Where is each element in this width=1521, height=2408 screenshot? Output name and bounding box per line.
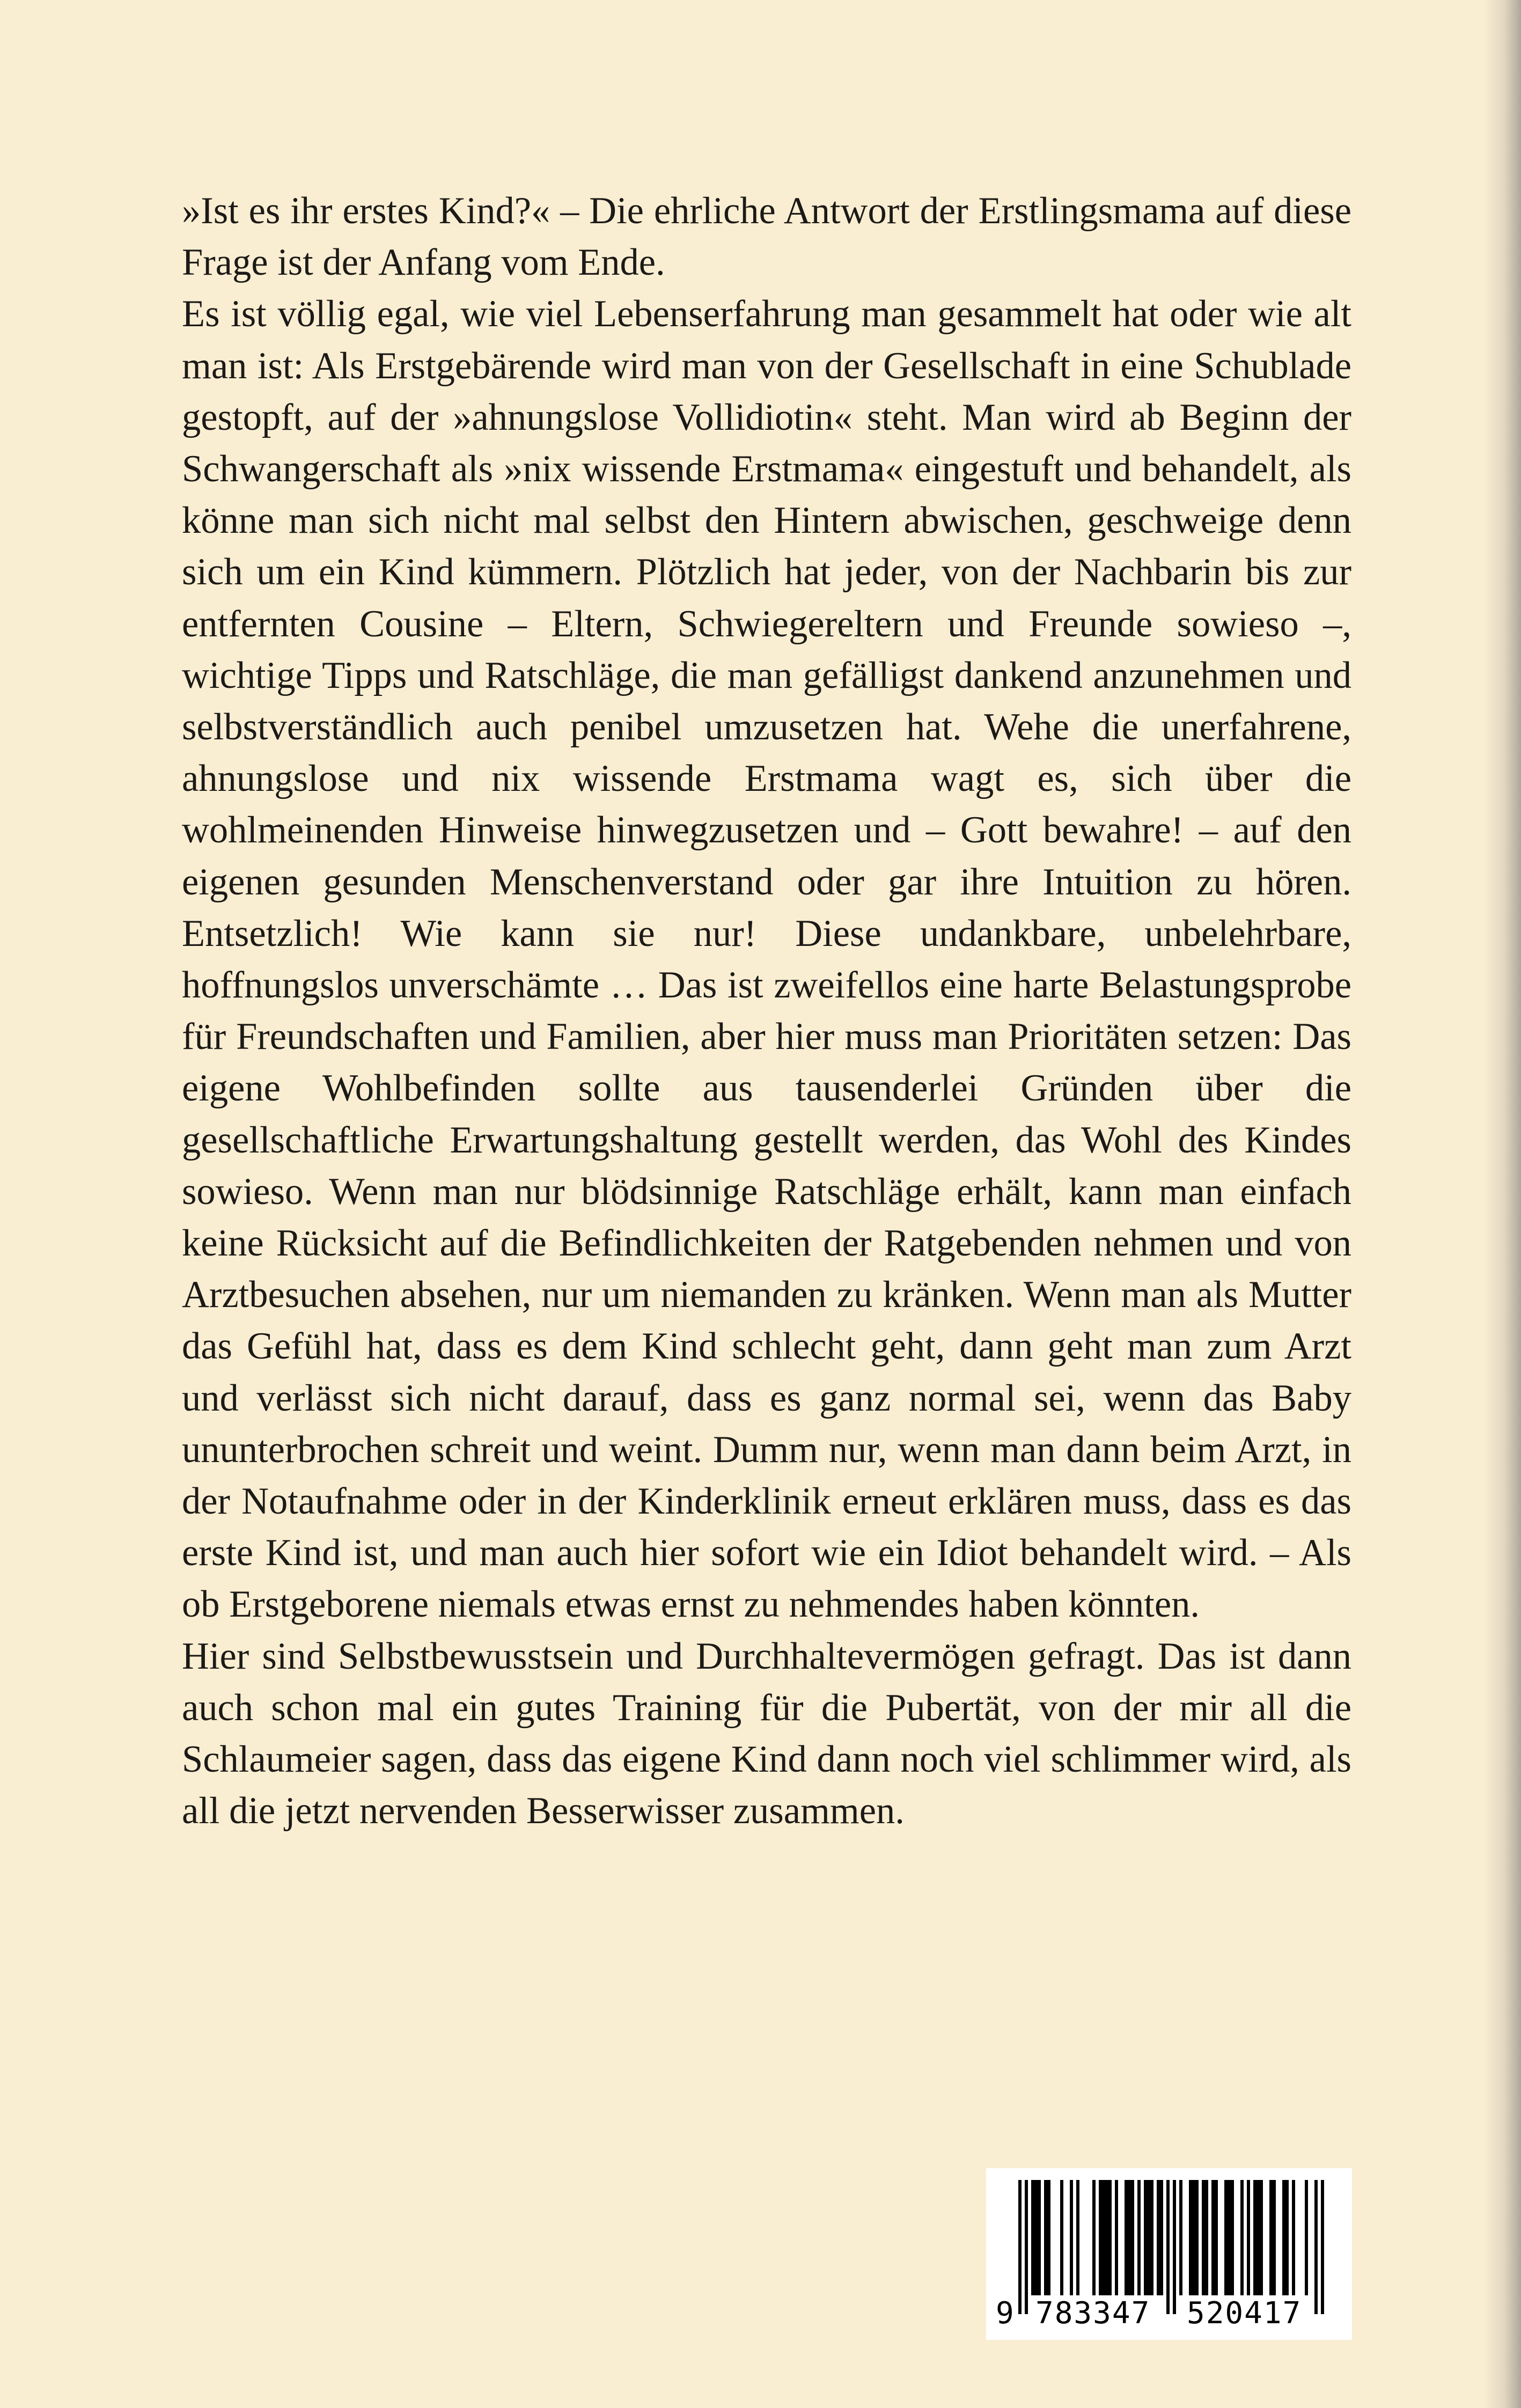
barcode-bar: [1211, 2180, 1215, 2295]
barcode-bar: [1179, 2180, 1182, 2295]
barcode-bar: [1076, 2180, 1079, 2295]
barcode-bar: [1125, 2180, 1128, 2295]
barcode-bar: [1273, 2180, 1276, 2295]
barcode-bar: [1147, 2180, 1150, 2295]
barcode-bar: [1292, 2180, 1295, 2295]
barcode-bar: [1044, 2180, 1047, 2295]
barcode-bar: [1102, 2180, 1105, 2295]
barcode-bar: [1228, 2180, 1231, 2295]
barcode-bar: [1231, 2180, 1234, 2295]
barcode-bar: [1018, 2180, 1022, 2314]
barcode-bar: [1038, 2180, 1041, 2295]
barcode-bar: [1128, 2180, 1131, 2295]
barcode-bar: [1282, 2180, 1285, 2295]
barcode-bar: [1240, 2180, 1244, 2295]
barcode-bar: [1321, 2180, 1324, 2314]
barcode-bar: [1224, 2180, 1228, 2295]
barcode-bar: [1137, 2180, 1141, 2295]
barcode-bar: [1060, 2180, 1063, 2295]
blurb-paragraph-1: »Ist es ihr erstes Kind?« – Die ehrliche Antwort der Erstlingsmama auf diese Frage ist der Anfang vom Ende.: [182, 190, 1351, 284]
blurb-paragraph-2: Es ist völlig egal, wie viel Lebenserfahrung man gesammelt hat oder wie alt man ist: Als Erstgebärende wird man von der Gesellschaft in eine Schublade gestopft, auf der »ahnungslose Vollidiotin« steht. Man wird ab Beginn der Schwangerschaft als »nix wissende Erstmama« eingestuft und behandelt, als könne man sich nicht mal selbst den Hintern abwischen, geschweige denn sich um ein Kind kümmern. Plötzlich hat jeder, von der Nachbarin bis zur entfernten Cousine – Eltern, Schwiegereltern und Freunde sowieso –, wichtige Tipps und Ratschläge, die man gefälligst dankend anzunehmen und selbstverständlich auch penibel umzusetzen hat. Wehe die unerfahrene, ahnungslose und nix wissende Erstmama wagt es, sich über die wohlmeinenden Hinweise hinwegzusetzen und – Gott bewahre! – auf den eigenen gesunden Menschenverstand oder gar ihre Intuition zu hören. Entsetzlich! Wie kann sie nur! Diese undankbare, unbelehrbare, hoffnungslos unverschämte … Das ist zweifellos eine harte Belastungsprobe für Freundschaften und Familien, aber hier muss man Prioritäten setzen: Das eigene Wohlbefinden sollte aus tausenderlei Gründen über die gesellschaftliche Erwartungshaltung gestellt werden, das Wohl des Kindes sowieso. Wenn man nur blödsinnige Ratschläge erhält, kann man einfach keine Rücksicht auf die Befindlichkeiten der Ratgebenden nehmen und von Arztbesuchen absehen, nur um niemanden zu kränken. Wenn man als Mutter das Gefühl hat, dass es dem Kind schlecht geht, dann geht man zum Arzt und verlässt sich nicht darauf, dass es ganz normal sei, wenn das Baby ununterbrochen schreit und weint. Dumm nur, wenn man dann beim Arzt, in der Notaufnahme oder in der Kinderklinik erneut erklären muss, dass es das erste Kind ist, und man auch hier sofort wie ein Idiot behandelt wird. – Als ob Erstgeborene niemals etwas ernst zu nehmendes haben könnten.: [182, 293, 1351, 1626]
barcode-bar: [1195, 2180, 1199, 2295]
barcode-bar: [1144, 2180, 1147, 2295]
barcode-bar: [1131, 2180, 1134, 2295]
isbn-right-digits: 520417: [1187, 2296, 1302, 2331]
barcode-bar: [1202, 2180, 1205, 2295]
barcode-bar: [1285, 2180, 1289, 2295]
isbn-barcode: [986, 2168, 1352, 2340]
barcode-bar: [1173, 2180, 1176, 2314]
barcode-bar: [1108, 2180, 1112, 2295]
blurb-paragraph-3: Hier sind Selbstbewusstsein und Durchhaltevermögen gefragt. Das ist dann auch schon mal ein gutes Training für die Pubertät, von der mir all die Schlaumeier sagen, dass das eigene Kind dann noch viel schlimmer wird, als all die jetzt nervenden Besserwisser zusammen.: [182, 1635, 1351, 1832]
barcode-bar: [1189, 2180, 1192, 2295]
barcode-bar: [1070, 2180, 1073, 2295]
barcode-bar: [1247, 2180, 1250, 2295]
barcode-bar: [1305, 2180, 1308, 2295]
barcode-bar: [1025, 2180, 1028, 2314]
barcode-bar: [1160, 2180, 1163, 2295]
barcode-bar: [1047, 2180, 1050, 2295]
isbn-prefix-digit: 9: [996, 2296, 1014, 2331]
barcode-bar: [1166, 2180, 1170, 2314]
barcode-bar: [1099, 2180, 1102, 2295]
isbn-left-digits: 783347: [1035, 2296, 1151, 2331]
barcode-bar: [1115, 2180, 1118, 2295]
barcode-bar: [1034, 2180, 1038, 2295]
barcode-bar: [1314, 2180, 1318, 2314]
spine-shadow: [1483, 0, 1521, 2408]
barcode-bar: [1031, 2180, 1034, 2295]
barcode-bar: [1215, 2180, 1218, 2295]
barcode-bar: [1205, 2180, 1208, 2295]
barcode-bar: [1253, 2180, 1257, 2295]
barcode-bar: [1269, 2180, 1273, 2295]
barcode-bar: [1150, 2180, 1153, 2295]
barcode-bar: [1192, 2180, 1195, 2295]
barcode-bar: [1257, 2180, 1260, 2295]
isbn-digits: [986, 2295, 1352, 2332]
barcode-bar: [1105, 2180, 1108, 2295]
barcode-bar: [1157, 2180, 1160, 2295]
blurb-text: [182, 185, 1351, 1837]
barcode-bar: [1092, 2180, 1096, 2295]
barcode-bar: [1260, 2180, 1263, 2295]
